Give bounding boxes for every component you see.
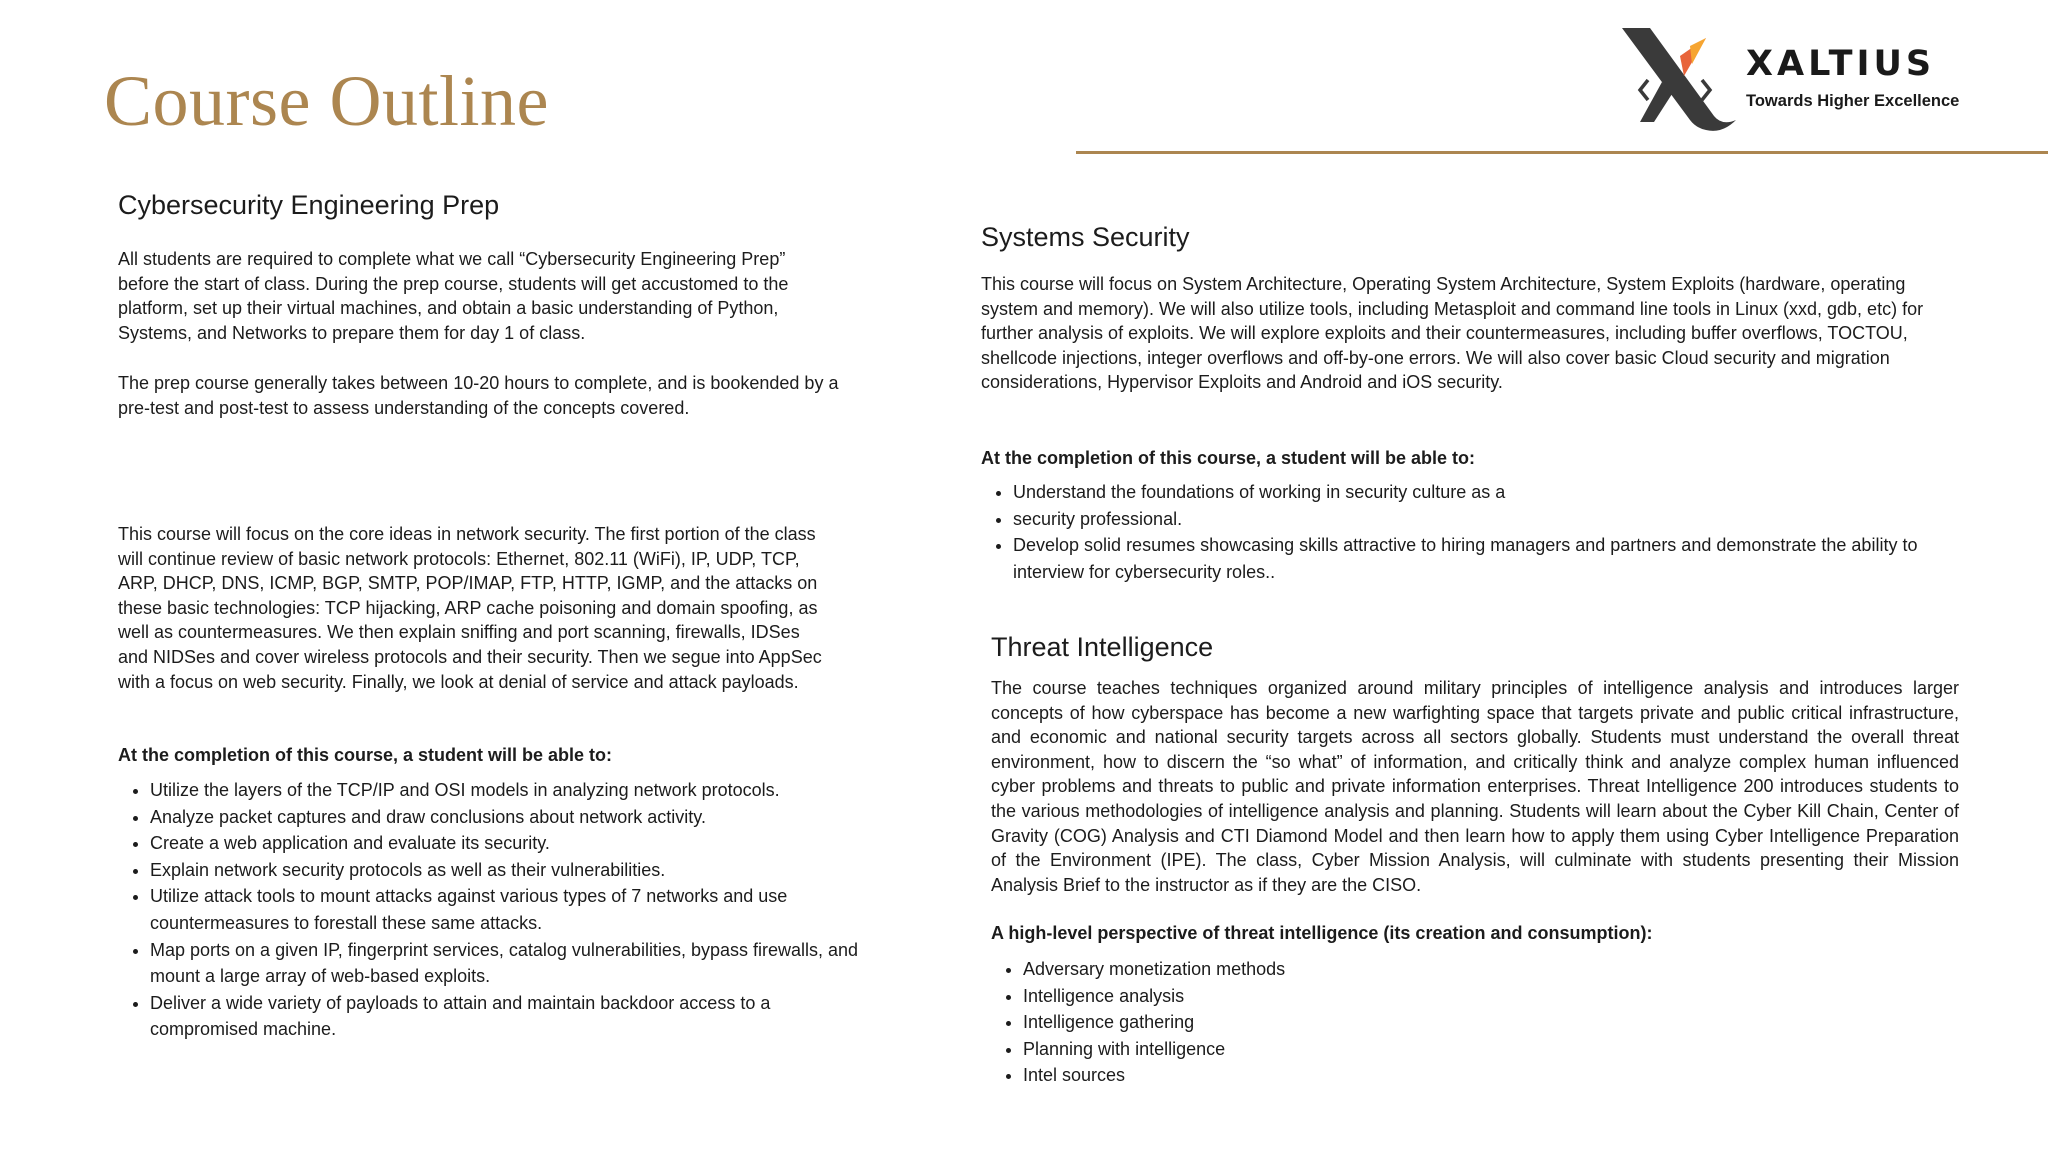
brand-tagline: Towards Higher Excellence xyxy=(1746,92,1960,110)
list-item: • Develop solid resumes showcasing skills attractive to hiring managers and partners and demonstrate the ability to interview for cybersecurity roles.. xyxy=(1013,532,1989,585)
header-divider xyxy=(1076,151,2048,154)
network-paragraph: This course will focus on the core ideas in network security. The first portion of the class will continue review of basic network protocols: Ethernet, 802.11 (WiFi), IP, UDP, TCP, ARP, DHCP, DNS, ICMP, BGP, SMTP, POP/IMAP, FTP, HTTP, IGMP, and the attacks on these basic technologies: TCP hijacking, ARP cache poisoning and domain spoofing, as well as countermeasures. We then explain sniffing and port scanning, firewalls, IDSes and NIDSes and cover wireless protocols and their security. Then we segue into AppSec with a focus on web security. Finally, we look at denial of service and attack payloads. xyxy=(118,524,822,692)
systems-outcomes-list xyxy=(981,479,1989,585)
prep-heading: Cybersecurity Engineering Prep xyxy=(118,190,500,220)
list-item: • Create a web application and evaluate its security. xyxy=(150,830,872,857)
list-item: • Understand the foundations of working in security culture as a xyxy=(1013,479,1989,506)
list-item: • Planning with intelligence xyxy=(1023,1036,1723,1063)
threat-topics-list xyxy=(991,956,1723,1089)
list-item: • Deliver a wide variety of payloads to attain and maintain backdoor access to a compromised machine. xyxy=(150,990,872,1043)
threat-perspective-lead: A high-level perspective of threat intelligence (its creation and consumption): xyxy=(991,923,1653,943)
prep-paragraph-1: All students are required to complete what we call “Cybersecurity Engineering Prep” before the start of class. During the prep course, students will get accustomed to the platform, set up their virtual machines, and obtain a basic understanding of Python, Systems, and Networks to prepare them for day 1 of class. xyxy=(118,249,789,343)
network-outcomes-list xyxy=(118,777,872,1043)
list-item: • Analyze packet captures and draw conclusions about network activity. xyxy=(150,804,872,831)
list-item: • Intelligence analysis xyxy=(1023,983,1723,1010)
list-item: • Explain network security protocols as well as their vulnerabilities. xyxy=(150,857,872,884)
list-item: • Utilize attack tools to mount attacks against various types of 7 networks and use countermeasures to forestall these same attacks. xyxy=(150,883,872,936)
prep-paragraph-2: The prep course generally takes between 10-20 hours to complete, and is bookended by a pre-test and post-test to assess understanding of the concepts covered. xyxy=(118,373,839,418)
systems-paragraph: This course will focus on System Architecture, Operating System Architecture, System Exploits (hardware, operating system and memory). We will also utilize tools, including Metasploit and command line tools in Linux (xxd, gdb, etc) for further analysis of exploits. We will explore exploits and their countermeasures, including buffer overflows, TOCTOU, shellcode injections, integer overflows and off-by-one errors. We will also cover basic Cloud security and migration considerations, Hypervisor Exploits and Android and iOS security. xyxy=(981,274,1924,393)
network-outcomes-lead: At the completion of this course, a student will be able to: xyxy=(118,745,613,765)
list-item: • Intelligence gathering xyxy=(1023,1009,1723,1036)
systems-outcomes-lead: At the completion of this course, a student will be able to: xyxy=(981,448,1476,468)
page-title: Course Outline xyxy=(104,61,549,141)
threat-heading: Threat Intelligence xyxy=(991,632,1214,662)
list-item: • Adversary monetization methods xyxy=(1023,956,1723,983)
list-item: • Map ports on a given IP, fingerprint services, catalog vulnerabilities, bypass firewalls, and mount a large array of web-based exploits. xyxy=(150,937,872,990)
brand-logo xyxy=(1618,24,2048,134)
prep-section xyxy=(118,190,840,221)
list-item: • security professional. xyxy=(1013,506,1989,533)
x-logo-icon xyxy=(1618,24,1738,134)
systems-heading: Systems Security xyxy=(981,222,1190,252)
list-item: • Intel sources xyxy=(1023,1062,1723,1089)
brand-name: XALTIUS xyxy=(1746,44,1936,84)
threat-paragraph: The course teaches techniques organized around military principles of intelligence analysis and introduces larger concepts of how cyberspace has become a new warfighting space that targets private and public critical infrastructure, and economic and national security targets across all sectors globally. Students must understand the overall threat environment, how to discern the “so what” of information, and critically think and analyze complex human influenced cyber problems and threats to public and private information enterprises. Threat Intelligence 200 introduces students to the various methodologies of intelligence analysis and planning. Students will learn about the Cyber Kill Chain, Center of Gravity (COG) Analysis and CTI Diamond Model and then learn how to apply them using Cyber Intelligence Preparation of the Environment (IPE). The class, Cyber Mission Analysis, will culminate with students presenting their Mission Analysis Brief to the instructor as if they are the CISO. xyxy=(991,678,1959,895)
list-item: • Utilize the layers of the TCP/IP and OSI models in analyzing network protocols. xyxy=(150,777,872,804)
